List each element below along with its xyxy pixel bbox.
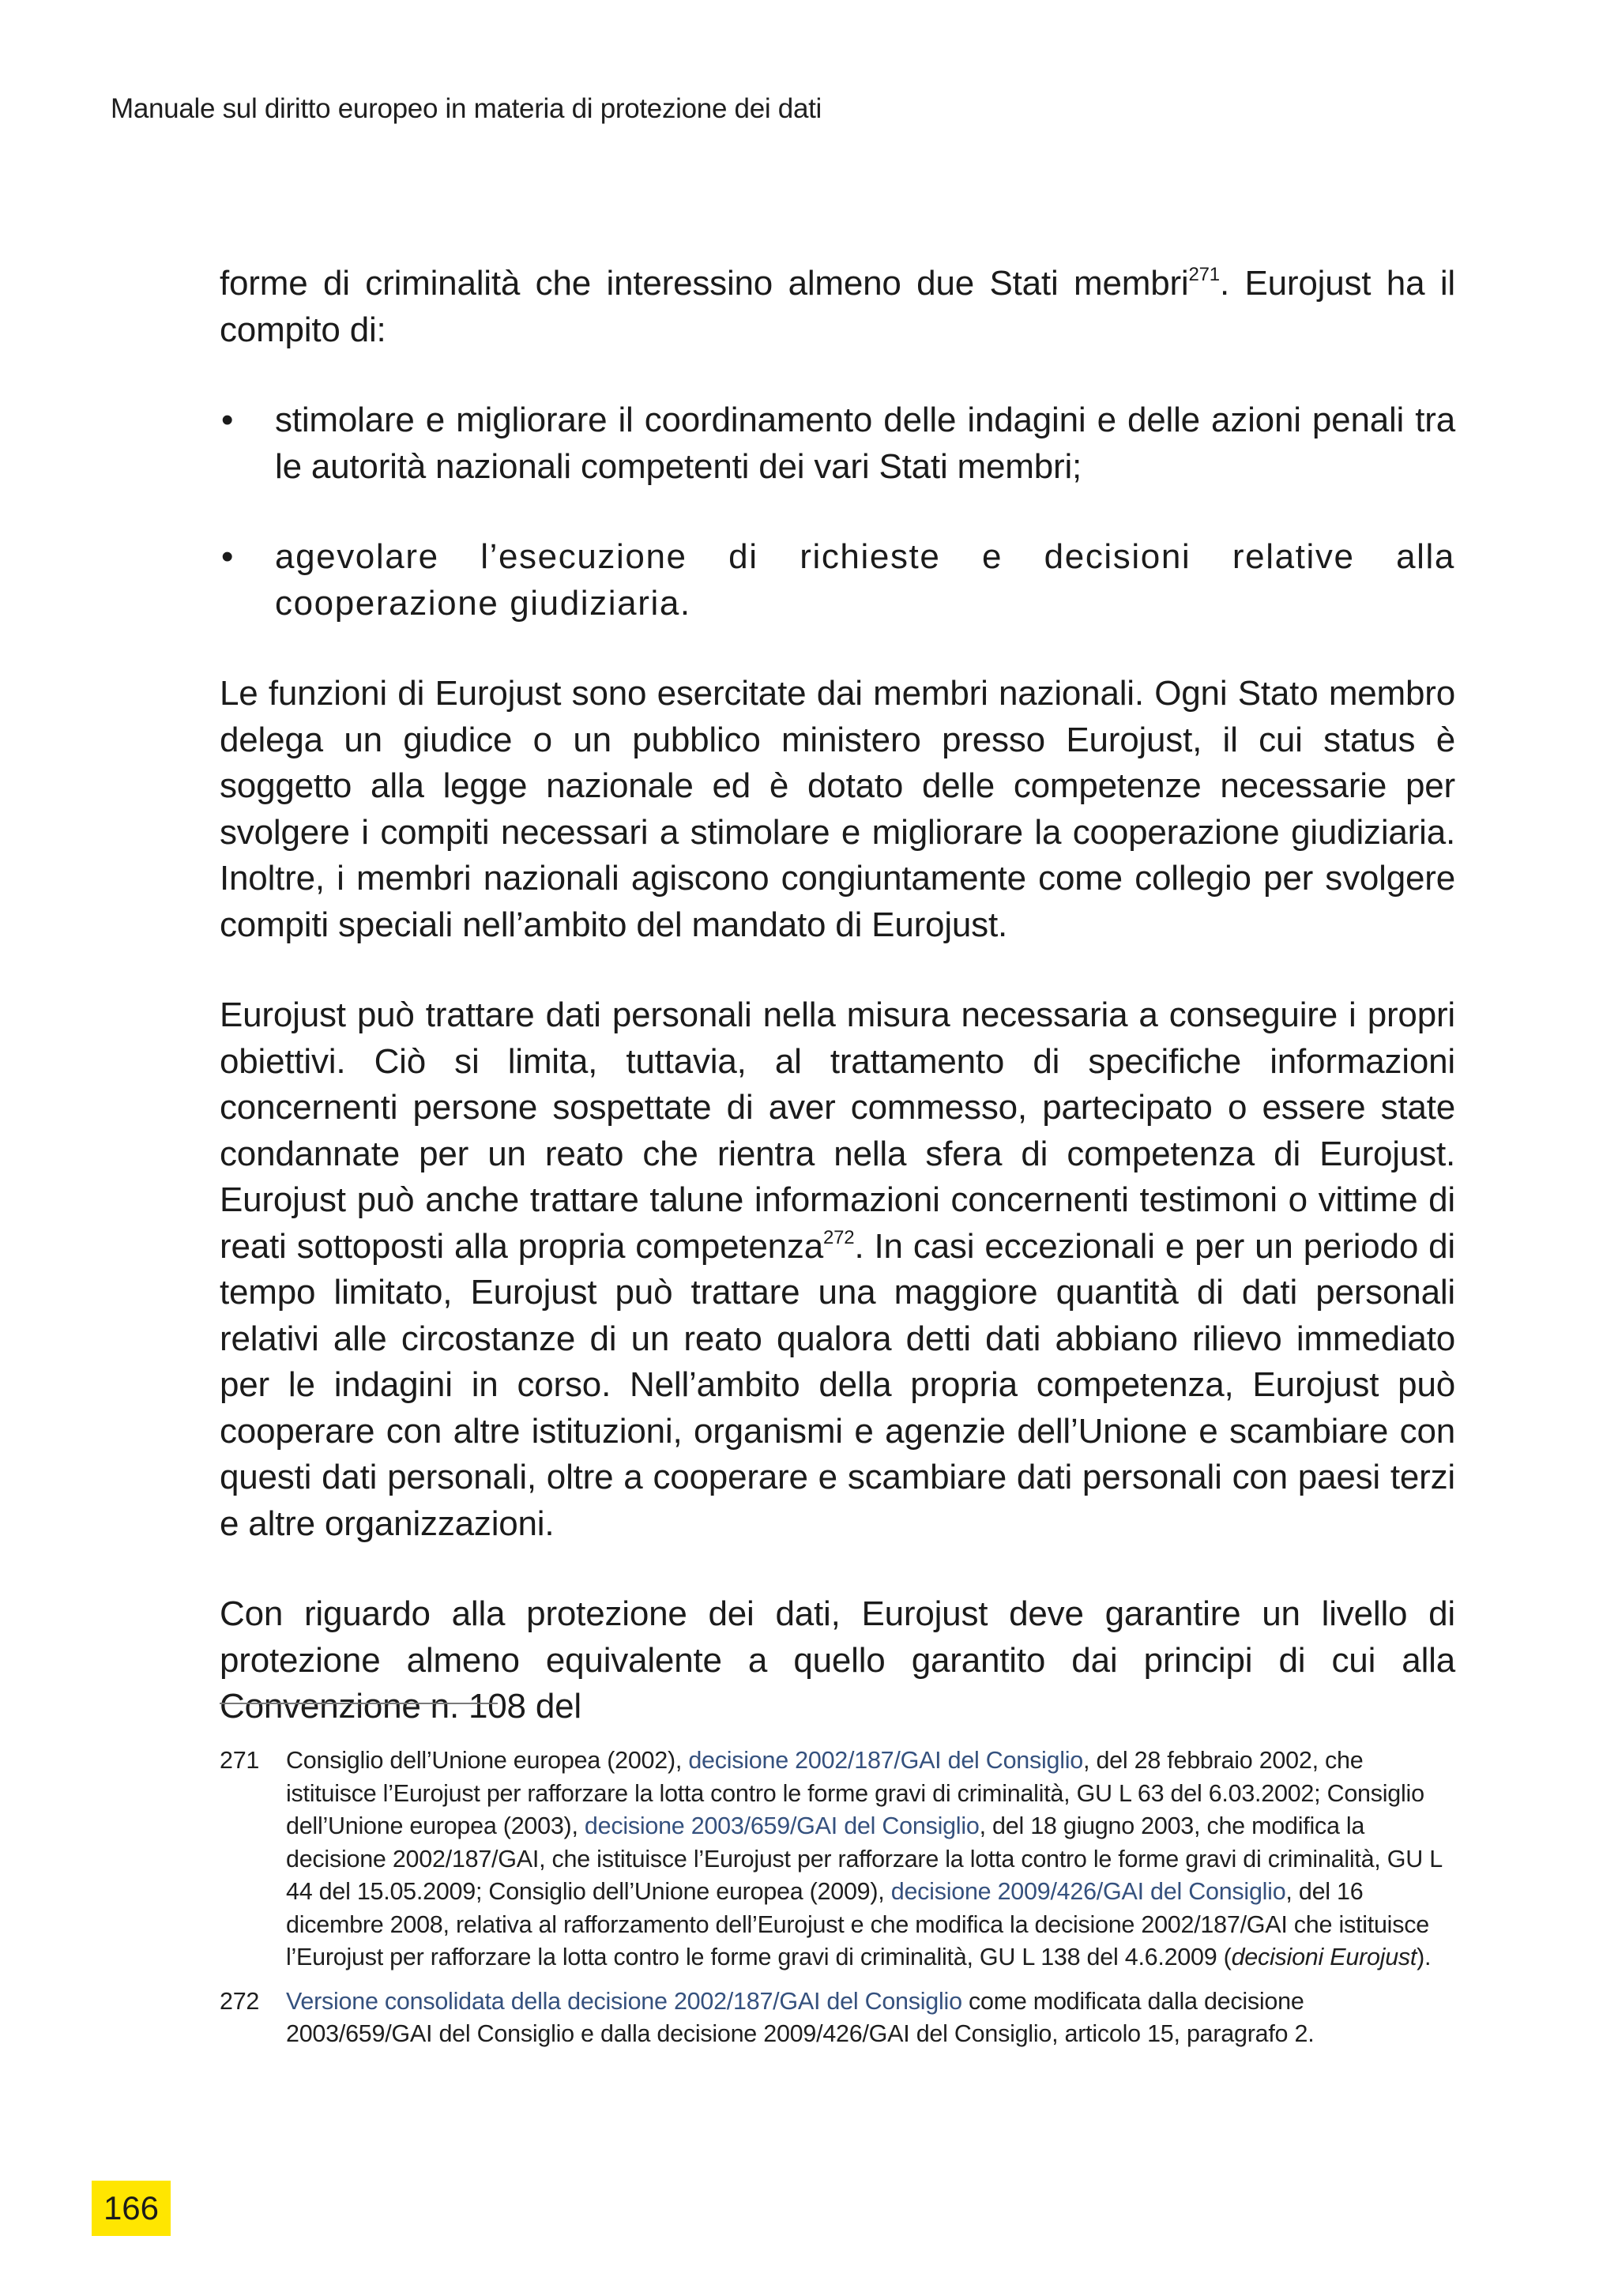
list-item <box>220 534 1455 627</box>
footnote-text-part: , del 28 febbraio 2002, che istituisce l’Eurojust per rafforzare la lotta contro le forme gravi di criminalità, GU L 63 del 6.03.2002; Consiglio dell’Unione europea (2003), <box>286 1747 1424 1839</box>
paragraph-text: Eurojust può trattare dati personali nella misura necessaria a conseguire i propri obiettivi. Ciò si limita, tuttavia, al trattamento di specifiche informazioni concernenti persone sospettate di aver commesso, partecipato o essere state condannate per un reato che rientra nella sfera di competenza di Eurojust. Eurojust può anche trattare talune informazioni concernenti testimoni o vittime di reati sottoposti alla propria competenza <box>220 996 1455 1266</box>
footnote-272 <box>220 1985 1455 2051</box>
footnote-italic: decisioni Eurojust <box>1231 1944 1417 1970</box>
paragraph-text: . Eurojust ha il compito di: <box>220 264 1455 349</box>
footnote-number: 272 <box>220 1987 260 2015</box>
paragraph-personal-data <box>220 992 1455 1547</box>
decision-2002-187-link[interactable]: decisione 2002/187/GAI del Consiglio <box>688 1747 1083 1774</box>
footnote-text <box>286 1745 1455 1974</box>
task-list <box>220 397 1455 627</box>
main-text <box>220 261 1455 1730</box>
bullet-icon: • <box>221 401 234 439</box>
footnote-text <box>286 1985 1455 2051</box>
paragraph-members: Le funzioni di Eurojust sono esercitate dai membri nazionali. Ogni Stato membro delega un giudice o un pubblico ministero presso Eurojust, il cui status è soggetto alla legge nazionale ed è dotato delle competenze necessarie per svolgere i compiti necessari a stimolare e migliorare la cooperazione giudiziaria. Inoltre, i membri nazionali agiscono congiuntamente come collegio per svolgere compiti speciali nell’ambito del mandato di Eurojust. <box>220 674 1455 944</box>
footnote-text-part: , del 16 dicembre 2008, relativa al rafforzamento dell’Eurojust e che modifica la decisione 2002/187/GAI che istituisce l’Eurojust per rafforzare la lotta contro le forme gravi di criminalità, GU L 138 del 4.6.2009 ( <box>286 1878 1429 1970</box>
footnote-ref-271[interactable]: 271 <box>1188 264 1220 285</box>
page-number-badge: 166 <box>92 2181 171 2236</box>
paragraph-text: forme di criminalità che interessino almeno due Stati membri <box>220 264 1189 303</box>
footnote-ref-272[interactable]: 272 <box>823 1226 855 1248</box>
footnote-text-part: come modificata dalla decisione 2003/659/GAI del Consiglio e dalla decisione 2009/426/GAI del Consiglio, articolo 15, paragrafo 2. <box>286 1987 1315 2047</box>
list-item-text: stimolare e migliorare il coordinamento delle indagini e delle azioni penali tra le autorità nazionali competenti dei vari Stati membri; <box>275 401 1455 486</box>
bullet-icon: • <box>221 537 234 576</box>
decision-2003-659-link[interactable]: decisione 2003/659/GAI del Consiglio <box>584 1812 980 1839</box>
footnote-number: 271 <box>220 1747 260 1774</box>
list-item <box>220 397 1455 490</box>
footnote-271 <box>220 1745 1455 1974</box>
footnote-text-part: Consiglio dell’Unione europea (2002), <box>286 1747 689 1774</box>
footnote-text-part: ). <box>1417 1944 1432 1970</box>
decision-2009-426-link[interactable]: decisione 2009/426/GAI del Consiglio <box>890 1878 1286 1905</box>
footnotes <box>220 1745 1455 2062</box>
footnote-text-part: , del 18 giugno 2003, che modifica la decisione 2002/187/GAI, che istituisce l’Eurojust per rafforzare la lotta contro le forme gravi di criminalità, GU L 44 del 15.05.2009; Consiglio dell’Unione europea (2009), <box>286 1812 1442 1905</box>
consolidated-version-link[interactable]: Versione consolidata della decisione 2002/187/GAI del Consiglio <box>286 1987 962 2015</box>
footnote-divider <box>220 1703 498 1704</box>
list-item-text: agevolare l’esecuzione di richieste e decisioni relative alla cooperazione giudiziaria. <box>275 537 1455 623</box>
paragraph-protection: Con riguardo alla protezione dei dati, Eurojust deve garantire un livello di protezione almeno equivalente a quello garantito dai principi di cui alla Convenzione n. 108 del <box>220 1594 1455 1726</box>
paragraph-text: . In casi eccezionali e per un periodo di tempo limitato, Eurojust può trattare una maggiore quantità di dati personali relativi alle circostanze di un reato qualora detti dati abbiano rilievo immediato per le indagini in corso. Nell’ambito della propria competenza, Eurojust può cooperare con altre istituzioni, organismi e agenzie dell’Unione e scambiare con questi dati personali, oltre a cooperare e scambiare dati personali con paesi terzi e altre organizzazioni. <box>220 1226 1455 1543</box>
paragraph-intro <box>220 261 1455 353</box>
running-header: Manuale sul diritto europeo in materia di protezione dei dati <box>111 93 822 124</box>
